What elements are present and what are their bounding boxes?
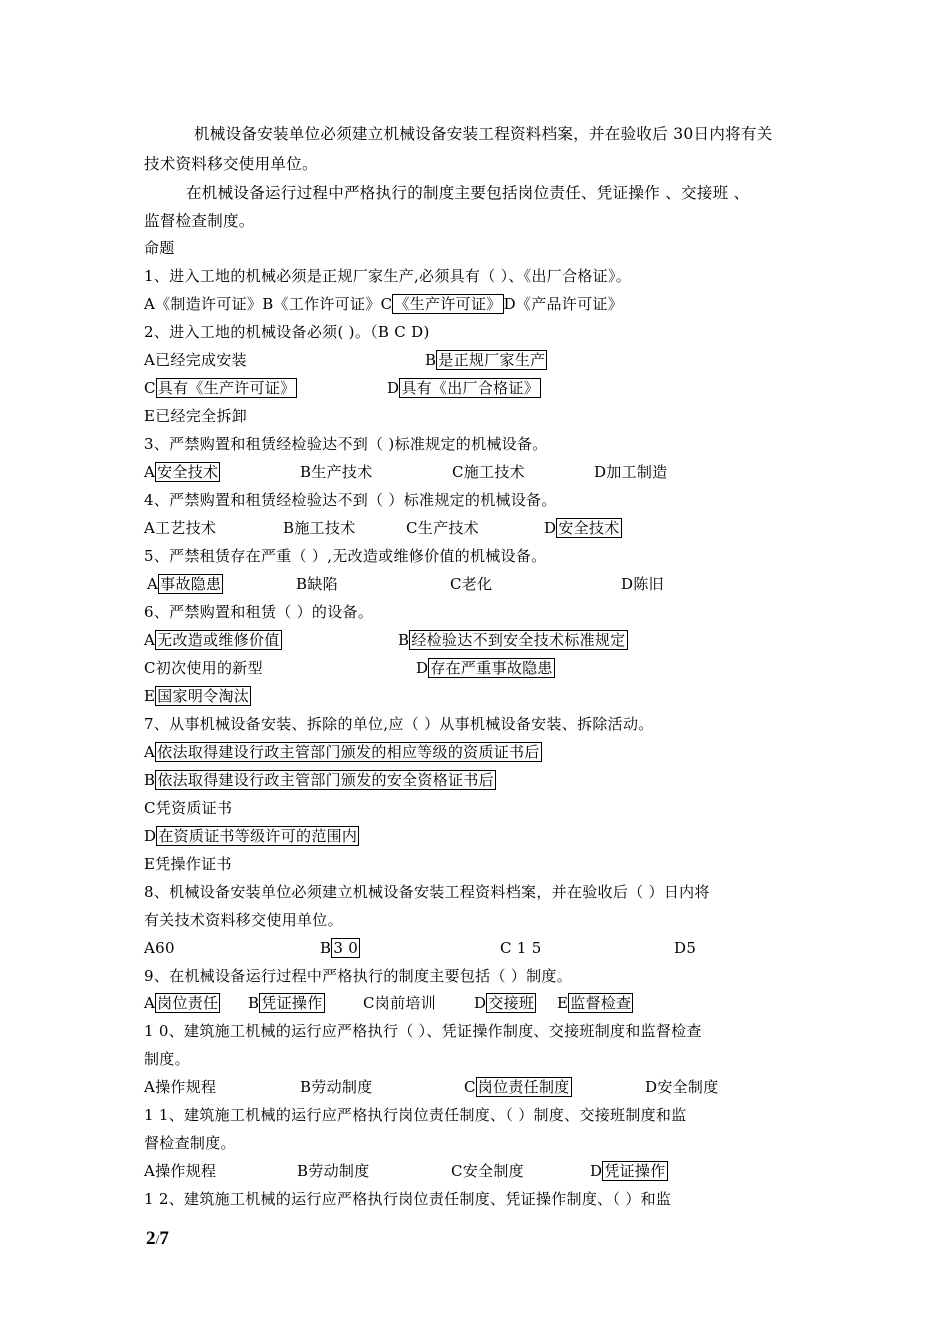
page-separator: / xyxy=(155,1233,160,1248)
option-b-answer-box: 凭证操作 xyxy=(261,994,323,1012)
option-a-letter: A xyxy=(144,994,156,1012)
option-a-answer-box: 依法取得建设行政主管部门颁发的相应等级的资质证书后 xyxy=(157,743,540,761)
option-c: C安全制度 xyxy=(451,1162,524,1180)
option-c-letter: C xyxy=(464,1078,476,1096)
option-a-letter: A xyxy=(147,575,159,593)
option-e-answer-box: 国家明令淘汰 xyxy=(157,687,250,705)
option-d-letter: D xyxy=(387,379,400,397)
question-4-stem: 4、严禁购置和租赁经检验达不到（ ）标准规定的机械设备。 xyxy=(144,491,557,509)
question-10-stem-cont: 制度。 xyxy=(144,1050,190,1068)
option-c: C 1 5 xyxy=(500,939,542,957)
option-a-answer-box: 无改造或维修价值 xyxy=(157,631,280,649)
option-b: B施工技术 xyxy=(283,519,356,537)
intro-paragraph-2-cont: 监督检查制度。 xyxy=(144,212,255,230)
option-b: B劳动制度 xyxy=(300,1078,373,1096)
option-e-answer-box: 监督检查 xyxy=(570,994,632,1012)
option-d xyxy=(387,378,541,398)
option-c: C初次使用的新型 xyxy=(144,659,263,677)
option-a: A《制造许可证》 xyxy=(144,295,263,313)
option-b xyxy=(425,350,547,370)
option-b-letter: B xyxy=(425,351,437,369)
question-7-option-e: E凭操作证书 xyxy=(144,855,232,873)
question-12-stem: 1 2、建筑施工机械的运行应严格执行岗位责任制度、凭证操作制度、（ ）和监 xyxy=(144,1190,672,1208)
option-d xyxy=(474,993,536,1013)
option-b-answer-box: 依法取得建设行政主管部门颁发的安全资格证书后 xyxy=(157,771,494,789)
option-b-letter: B xyxy=(398,631,410,649)
page-number xyxy=(146,1228,169,1250)
option-d-answer-box: 凭证操作 xyxy=(604,1162,666,1180)
option-d-letter: D xyxy=(590,1162,603,1180)
option-c: C老化 xyxy=(450,575,493,593)
option-c-letter: C xyxy=(144,379,156,397)
option-c xyxy=(144,378,297,398)
question-7-option-a xyxy=(144,742,542,762)
option-a: A60 xyxy=(144,939,175,957)
option-b-answer-box: 3 0 xyxy=(333,939,359,957)
option-d: D《产品许可证》 xyxy=(503,295,623,313)
option-d-letter: D xyxy=(544,519,557,537)
option-b: B劳动制度 xyxy=(297,1162,370,1180)
option-e-letter: E xyxy=(144,687,156,705)
option-b: B缺陷 xyxy=(296,575,338,593)
option-a xyxy=(147,574,223,594)
question-11-stem-cont: 督检查制度。 xyxy=(144,1134,236,1152)
question-7-option-d xyxy=(144,826,359,846)
question-8-stem-cont: 有关技术资料移交使用单位。 xyxy=(144,911,343,929)
option-b-answer-box: 经检验达不到安全技术标准规定 xyxy=(411,631,626,649)
option-a-answer-box: 安全技术 xyxy=(157,463,219,481)
intro-paragraph-1: 机械设备安装单位必须建立机械设备安装工程资料档案，并在验收后 30日内将有关 xyxy=(194,125,773,143)
option-e xyxy=(557,993,633,1013)
option-b xyxy=(398,630,628,650)
question-7-option-c: C凭资质证书 xyxy=(144,799,233,817)
question-6-option-e xyxy=(144,686,251,706)
question-7-stem: 7、从事机械设备安装、拆除的单位,应（ ）从事机械设备安装、拆除活动。 xyxy=(144,715,654,733)
question-2-option-e: E已经完全拆卸 xyxy=(144,407,248,425)
question-11-stem: 1 1、建筑施工机械的运行应严格执行岗位责任制度、（ ）制度、交接班制度和监 xyxy=(144,1106,687,1124)
option-c-answer-box: 具有《生产许可证》 xyxy=(157,379,296,397)
page-current: 2 xyxy=(146,1228,156,1249)
option-d-letter: D xyxy=(474,994,487,1012)
option-a-letter: A xyxy=(144,631,156,649)
intro-paragraph-1-cont: 技术资料移交使用单位。 xyxy=(144,155,318,173)
option-e-letter: E xyxy=(557,994,569,1012)
option-b: B生产技术 xyxy=(300,463,373,481)
option-c-answer-box: 岗位责任制度 xyxy=(477,1078,570,1096)
option-d xyxy=(590,1161,668,1181)
option-a xyxy=(144,462,220,482)
option-d-answer-box: 交接班 xyxy=(488,994,535,1012)
option-d: D安全制度 xyxy=(645,1078,719,1096)
option-a xyxy=(144,630,282,650)
question-8-stem: 8、机械设备安装单位必须建立机械设备安装工程资料档案，并在验收后（ ）日内将 xyxy=(144,883,710,901)
option-d-letter: D xyxy=(144,827,157,845)
option-a-letter: A xyxy=(144,463,156,481)
option-a: A操作规程 xyxy=(144,1162,217,1180)
option-d xyxy=(416,658,555,678)
option-a: A操作规程 xyxy=(144,1078,217,1096)
option-c xyxy=(464,1077,572,1097)
option-d-answer-box: 安全技术 xyxy=(558,519,620,537)
option-a-answer-box: 事故隐患 xyxy=(160,575,222,593)
option-d-answer-box: 具有《出厂合格证》 xyxy=(401,379,540,397)
option-c: C岗前培训 xyxy=(363,994,436,1012)
option-c-answer-box: 《生产许可证》 xyxy=(394,295,502,313)
option-d: D加工制造 xyxy=(594,463,668,481)
option-d-answer-box: 存在严重事故隐患 xyxy=(430,659,553,677)
section-heading: 命题 xyxy=(144,239,175,257)
option-d: D5 xyxy=(674,939,697,957)
option-a: A工艺技术 xyxy=(144,519,217,537)
question-9-stem: 9、在机械设备运行过程中严格执行的制度主要包括（ ）制度。 xyxy=(144,967,573,985)
option-c-letter: C xyxy=(380,295,393,313)
option-b xyxy=(248,993,325,1013)
option-a-letter: A xyxy=(144,743,156,761)
question-1-stem: 1、进入工地的机械必须是正规厂家生产,必须具有（ ）、《出厂合格证》。 xyxy=(144,267,632,285)
question-1-options xyxy=(144,294,623,314)
question-5-stem: 5、严禁租赁存在严重（ ）,无改造或维修价值的机械设备。 xyxy=(144,547,547,565)
intro-paragraph-2: 在机械设备运行过程中严格执行的制度主要包括岗位责任、凭证操作 、交接班 、 xyxy=(186,184,750,202)
question-7-option-b xyxy=(144,770,496,790)
option-a-answer-box: 岗位责任 xyxy=(157,994,219,1012)
question-10-stem: 1 0、建筑施工机械的运行应严格执行（ ）、凭证操作制度、交接班制度和监督检查 xyxy=(144,1022,702,1040)
option-b-letter: B xyxy=(320,939,332,957)
option-b xyxy=(320,938,360,958)
page-total: 7 xyxy=(159,1228,169,1249)
question-3-stem: 3、严禁购置和租赁经检验达不到（ )标准规定的机械设备。 xyxy=(144,435,548,453)
option-a: A已经完成安装 xyxy=(144,351,247,369)
option-c: C施工技术 xyxy=(452,463,525,481)
option-d-letter: D xyxy=(416,659,429,677)
question-2-stem: 2、进入工地的机械设备必须( )。（B C D) xyxy=(144,323,430,341)
option-b-letter: B xyxy=(248,994,260,1012)
option-d xyxy=(544,518,622,538)
option-d: D陈旧 xyxy=(621,575,664,593)
option-b-letter: B xyxy=(144,771,156,789)
option-a xyxy=(144,993,220,1013)
option-b-answer-box: 是正规厂家生产 xyxy=(438,351,546,369)
option-b: B《工作许可证》 xyxy=(262,295,381,313)
option-d-answer-box: 在资质证书等级许可的范围内 xyxy=(158,827,358,845)
option-c: C生产技术 xyxy=(406,519,479,537)
question-6-stem: 6、严禁购置和租赁（ ）的设备。 xyxy=(144,603,374,621)
